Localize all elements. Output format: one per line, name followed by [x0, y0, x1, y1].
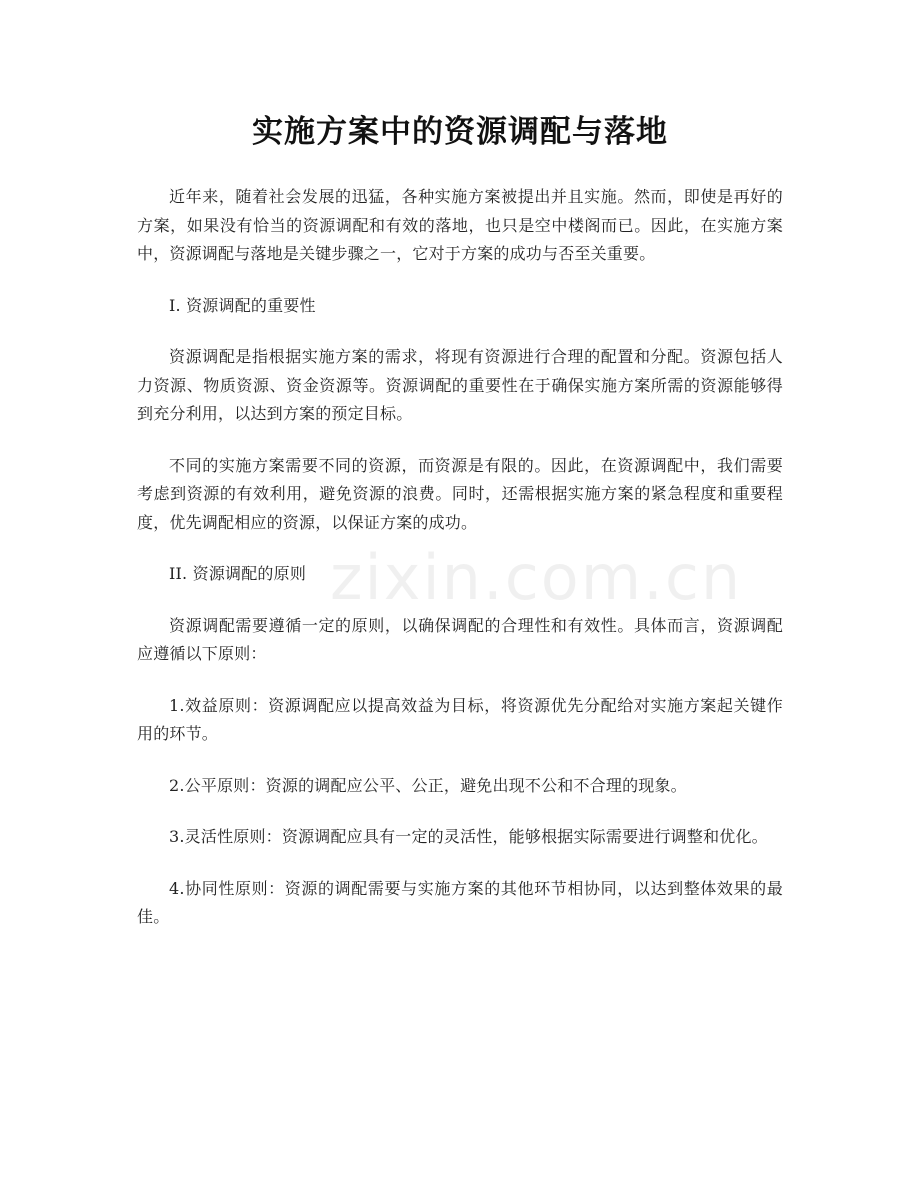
- paragraph-3: 资源调配需要遵循一定的原则，以确保调配的合理性和有效性。具体而言，资源调配应遵循以下原则：: [137, 615, 783, 663]
- list-item-principle-2: 2.公平原则：资源的调配应公平、公正，避免出现不公和不合理的现象。: [169, 775, 687, 795]
- list-item-principle-3: 3.灵活性原则：资源调配应具有一定的灵活性，能够根据实际需要进行调整和优化。: [169, 827, 768, 846]
- document-body: [137, 183, 783, 955]
- paragraph-2: 不同的实施方案需要不同的资源，而资源是有限的。因此，在资源调配中，我们需要考虑到资源的有效利用，避免资源的浪费。同时，还需根据实施方案的紧急程度和重要程度，优先调配相应的资源，以保证方案的成功。: [137, 455, 783, 532]
- paragraph-1: 资源调配是指根据实施方案的需求，将现有资源进行合理的配置和分配。资源包括人力资源、物质资源、资金资源等。资源调配的重要性在于确保实施方案所需的资源能够得到充分利用，以达到方案的预定目标。: [137, 347, 783, 423]
- paragraph-intro: 近年来，随着社会发展的迅猛，各种实施方案被提出并且实施。然而，即使是再好的方案，如果没有恰当的资源调配和有效的落地，也只是空中楼阁而已。因此，在实施方案中，资源调配与落地是关键步骤之一，它对于方案的成功与否至关重要。: [137, 187, 783, 263]
- document-title: 实施方案中的资源调配与落地: [252, 114, 668, 150]
- section-heading-1: I. 资源调配的重要性: [169, 295, 316, 315]
- section-heading-2: II. 资源调配的原则: [169, 564, 307, 583]
- watermark: zixin.com.cn: [330, 541, 743, 614]
- list-item-principle-4: 4.协同性原则：资源的调配需要与实施方案的其他环节相协同，以达到整体效果的最佳。: [137, 878, 783, 926]
- list-item-principle-1: 1.效益原则：资源调配应以提高效益为目标，将资源优先分配给对实施方案起关键作用的环节。: [137, 695, 783, 743]
